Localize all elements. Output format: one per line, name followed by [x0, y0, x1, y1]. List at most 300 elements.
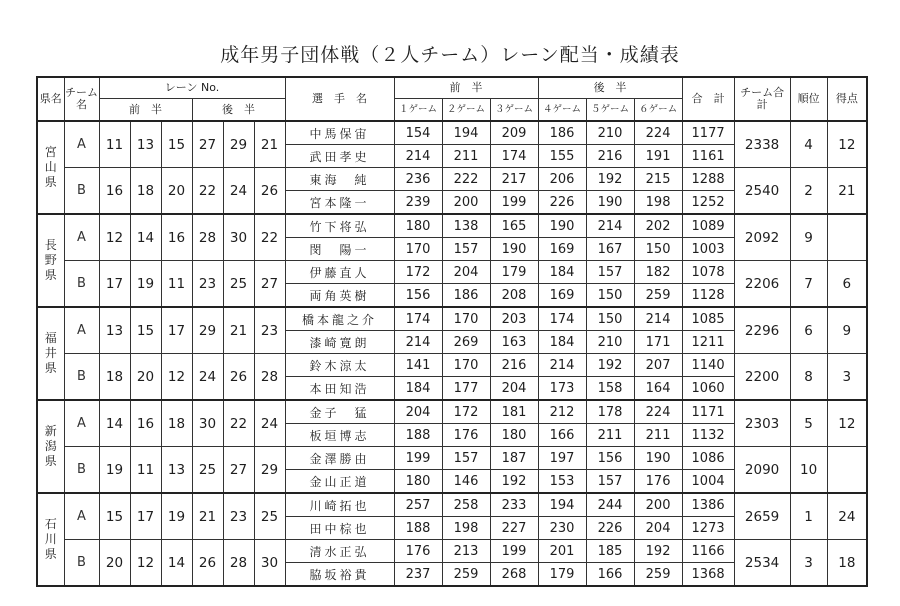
- lane-number: 13: [161, 447, 192, 494]
- game-score: 179: [490, 261, 538, 284]
- lane-number: 27: [192, 121, 223, 168]
- lane-number: 16: [161, 214, 192, 261]
- game-score: 154: [394, 121, 442, 145]
- game-score: 170: [442, 354, 490, 377]
- player-name: 漆崎寛朗: [285, 331, 394, 354]
- player-total: 1211: [682, 331, 734, 354]
- game-score: 199: [490, 540, 538, 563]
- header-game-3: ３ゲーム: [490, 99, 538, 122]
- game-score: 211: [442, 145, 490, 168]
- player-name: 竹下将弘: [285, 214, 394, 238]
- team-rank: 7: [790, 261, 827, 308]
- prefecture-name: [37, 307, 64, 400]
- game-score: 172: [394, 261, 442, 284]
- game-score: 204: [634, 517, 682, 540]
- game-score: 197: [538, 447, 586, 470]
- lane-number: 26: [223, 354, 254, 401]
- game-score: 211: [634, 424, 682, 447]
- lane-number: 24: [192, 354, 223, 401]
- game-score: 158: [586, 377, 634, 401]
- player-name: 中馬保宙: [285, 121, 394, 145]
- game-score: 226: [586, 517, 634, 540]
- lane-number: 17: [130, 493, 161, 540]
- game-score: 215: [634, 168, 682, 191]
- header-game-1: １ゲーム: [394, 99, 442, 122]
- game-score: 141: [394, 354, 442, 377]
- game-score: 198: [442, 517, 490, 540]
- header-game-4: ４ゲーム: [538, 99, 586, 122]
- game-score: 187: [490, 447, 538, 470]
- prefecture-char: 潟: [44, 439, 57, 453]
- game-score: 244: [586, 493, 634, 517]
- lane-number: 26: [192, 540, 223, 587]
- lane-number: 25: [192, 447, 223, 494]
- game-score: 212: [538, 400, 586, 424]
- lane-number: 11: [130, 447, 161, 494]
- player-name: 武田孝史: [285, 145, 394, 168]
- game-score: 214: [586, 214, 634, 238]
- game-score: 155: [538, 145, 586, 168]
- game-score: 178: [586, 400, 634, 424]
- player-total: 1086: [682, 447, 734, 470]
- team-name: B: [64, 354, 99, 401]
- player-total: 1177: [682, 121, 734, 145]
- player-name: 両角英樹: [285, 284, 394, 308]
- game-score: 210: [586, 331, 634, 354]
- game-score: 259: [634, 284, 682, 308]
- game-score: 156: [586, 447, 634, 470]
- prefecture-char: 県: [44, 547, 57, 561]
- game-score: 190: [538, 214, 586, 238]
- player-total: 1140: [682, 354, 734, 377]
- lane-number: 12: [99, 214, 130, 261]
- header-lane-front-half: 前 半: [99, 99, 192, 122]
- game-score: 157: [586, 261, 634, 284]
- table-row: [37, 493, 867, 517]
- team-rank: 6: [790, 307, 827, 354]
- player-total: 1252: [682, 191, 734, 215]
- game-score: 237: [394, 563, 442, 587]
- game-score: 227: [490, 517, 538, 540]
- game-score: 186: [442, 284, 490, 308]
- team-name: A: [64, 400, 99, 447]
- game-score: 157: [442, 447, 490, 470]
- header-lane-no: レーン No.: [99, 77, 285, 99]
- player-total: 1273: [682, 517, 734, 540]
- lane-number: 20: [130, 354, 161, 401]
- player-name: 川崎拓也: [285, 493, 394, 517]
- prefecture-char: 宮: [44, 145, 57, 159]
- lane-number: 22: [192, 168, 223, 215]
- game-score: 199: [490, 191, 538, 215]
- team-total: 2338: [734, 121, 790, 168]
- team-name: B: [64, 261, 99, 308]
- game-score: 203: [490, 307, 538, 331]
- player-name: 伊藤直人: [285, 261, 394, 284]
- lane-number: 23: [223, 493, 254, 540]
- lane-number: 18: [99, 354, 130, 401]
- team-total: 2090: [734, 447, 790, 494]
- game-score: 172: [442, 400, 490, 424]
- game-score: 192: [490, 470, 538, 494]
- game-score: 224: [634, 121, 682, 145]
- player-total: 1161: [682, 145, 734, 168]
- header-game-front-half: 前 半: [394, 77, 538, 99]
- game-score: 138: [442, 214, 490, 238]
- game-score: 217: [490, 168, 538, 191]
- lane-number: 12: [161, 354, 192, 401]
- game-score: 230: [538, 517, 586, 540]
- game-score: 174: [394, 307, 442, 331]
- game-score: 166: [538, 424, 586, 447]
- game-score: 184: [538, 331, 586, 354]
- game-score: 146: [442, 470, 490, 494]
- header-rank: 順位: [790, 77, 827, 121]
- prefecture-name: [37, 121, 64, 214]
- game-score: 208: [490, 284, 538, 308]
- game-score: 207: [634, 354, 682, 377]
- lane-number: 17: [99, 261, 130, 308]
- game-score: 216: [490, 354, 538, 377]
- game-score: 188: [394, 424, 442, 447]
- team-rank: 1: [790, 493, 827, 540]
- prefecture-char: 県: [44, 454, 57, 468]
- game-score: 204: [490, 377, 538, 401]
- game-score: 214: [538, 354, 586, 377]
- team-total: 2540: [734, 168, 790, 215]
- game-score: 192: [586, 168, 634, 191]
- lane-number: 11: [99, 121, 130, 168]
- game-score: 170: [394, 238, 442, 261]
- player-name: 脇坂裕貴: [285, 563, 394, 587]
- player-name: 金澤勝由: [285, 447, 394, 470]
- header-team: チーム名: [64, 77, 99, 121]
- prefecture-char: 山: [44, 160, 57, 174]
- lane-number: 20: [161, 168, 192, 215]
- game-score: 200: [634, 493, 682, 517]
- player-name: 田中棕也: [285, 517, 394, 540]
- lane-number: 13: [99, 307, 130, 354]
- player-total: 1166: [682, 540, 734, 563]
- game-score: 209: [490, 121, 538, 145]
- player-name: 宮本隆一: [285, 191, 394, 215]
- game-score: 185: [586, 540, 634, 563]
- team-rank: 3: [790, 540, 827, 587]
- game-score: 190: [490, 238, 538, 261]
- lane-number: 14: [99, 400, 130, 447]
- prefecture-char: 野: [44, 253, 57, 267]
- lane-number: 21: [192, 493, 223, 540]
- game-score: 177: [442, 377, 490, 401]
- game-score: 224: [634, 400, 682, 424]
- lane-number: 13: [130, 121, 161, 168]
- game-score: 213: [442, 540, 490, 563]
- lane-number: 18: [130, 168, 161, 215]
- lane-number: 30: [192, 400, 223, 447]
- table-row: [37, 354, 867, 377]
- team-points: 12: [827, 400, 867, 447]
- lane-number: 15: [130, 307, 161, 354]
- header-game-6: ６ゲーム: [634, 99, 682, 122]
- game-score: 211: [586, 424, 634, 447]
- team-total: 2206: [734, 261, 790, 308]
- team-rank: 8: [790, 354, 827, 401]
- game-score: 198: [634, 191, 682, 215]
- lane-number: 23: [254, 307, 285, 354]
- player-total: 1368: [682, 563, 734, 587]
- team-rank: 9: [790, 214, 827, 261]
- prefecture-char: 県: [44, 175, 57, 189]
- game-score: 214: [394, 145, 442, 168]
- lane-number: 20: [99, 540, 130, 587]
- game-score: 169: [538, 284, 586, 308]
- game-score: 180: [394, 470, 442, 494]
- lane-number: 29: [192, 307, 223, 354]
- team-total: 2659: [734, 493, 790, 540]
- results-body: [37, 121, 867, 586]
- game-score: 176: [634, 470, 682, 494]
- player-total: 1078: [682, 261, 734, 284]
- player-total: 1386: [682, 493, 734, 517]
- team-rank: 5: [790, 400, 827, 447]
- game-score: 269: [442, 331, 490, 354]
- game-score: 214: [634, 307, 682, 331]
- game-score: 157: [442, 238, 490, 261]
- team-points: 21: [827, 168, 867, 215]
- game-score: 259: [634, 563, 682, 587]
- game-score: 190: [586, 191, 634, 215]
- player-name: 金子 猛: [285, 400, 394, 424]
- game-score: 200: [442, 191, 490, 215]
- lane-number: 24: [223, 168, 254, 215]
- game-score: 167: [586, 238, 634, 261]
- player-name: 橋本龍之介: [285, 307, 394, 331]
- team-name: B: [64, 540, 99, 587]
- player-name: 鈴木涼太: [285, 354, 394, 377]
- game-score: 186: [538, 121, 586, 145]
- game-score: 194: [442, 121, 490, 145]
- lane-number: 19: [161, 493, 192, 540]
- prefecture-char: 長: [44, 238, 57, 252]
- game-score: 199: [394, 447, 442, 470]
- team-name: A: [64, 493, 99, 540]
- prefecture-char: 川: [44, 532, 57, 546]
- lane-number: 26: [254, 168, 285, 215]
- lane-number: 12: [130, 540, 161, 587]
- lane-number: 21: [223, 307, 254, 354]
- game-score: 164: [634, 377, 682, 401]
- game-score: 192: [586, 354, 634, 377]
- header-prefecture: 県名: [37, 77, 64, 121]
- player-name: 板垣博志: [285, 424, 394, 447]
- team-rank: 4: [790, 121, 827, 168]
- game-score: 222: [442, 168, 490, 191]
- team-points: 6: [827, 261, 867, 308]
- team-total: 2200: [734, 354, 790, 401]
- header-points: 得点: [827, 77, 867, 121]
- lane-number: 28: [223, 540, 254, 587]
- lane-number: 19: [130, 261, 161, 308]
- game-score: 166: [586, 563, 634, 587]
- header-game-5: ５ゲーム: [586, 99, 634, 122]
- lane-number: 16: [99, 168, 130, 215]
- game-score: 201: [538, 540, 586, 563]
- lane-number: 15: [99, 493, 130, 540]
- game-score: 181: [490, 400, 538, 424]
- player-total: 1085: [682, 307, 734, 331]
- team-points: 24: [827, 493, 867, 540]
- team-name: A: [64, 214, 99, 261]
- game-score: 190: [634, 447, 682, 470]
- lane-number: 27: [223, 447, 254, 494]
- game-score: 259: [442, 563, 490, 587]
- table-row: [37, 261, 867, 284]
- team-points: 12: [827, 121, 867, 168]
- player-total: 1089: [682, 214, 734, 238]
- game-score: 216: [586, 145, 634, 168]
- game-score: 163: [490, 331, 538, 354]
- team-points: [827, 447, 867, 494]
- team-points: 3: [827, 354, 867, 401]
- prefecture-char: 井: [44, 346, 57, 360]
- page-title: 成年男子団体戦（２人チーム）レーン配当・成績表: [220, 44, 680, 66]
- player-name: 本田知浩: [285, 377, 394, 401]
- game-score: 180: [490, 424, 538, 447]
- team-rank: 10: [790, 447, 827, 494]
- game-score: 214: [394, 331, 442, 354]
- game-score: 202: [634, 214, 682, 238]
- game-score: 150: [586, 307, 634, 331]
- prefecture-char: 県: [44, 268, 57, 282]
- table-row: [37, 400, 867, 424]
- prefecture-char: 新: [44, 424, 57, 438]
- player-total: 1003: [682, 238, 734, 261]
- prefecture-char: 石: [44, 517, 57, 531]
- lane-number: 22: [223, 400, 254, 447]
- game-score: 257: [394, 493, 442, 517]
- table-row: [37, 540, 867, 563]
- team-points: 9: [827, 307, 867, 354]
- team-name: B: [64, 168, 99, 215]
- game-score: 258: [442, 493, 490, 517]
- player-total: 1288: [682, 168, 734, 191]
- lane-number: 27: [254, 261, 285, 308]
- game-score: 157: [586, 470, 634, 494]
- team-total: 2296: [734, 307, 790, 354]
- team-points: [827, 214, 867, 261]
- lane-number: 18: [161, 400, 192, 447]
- lane-number: 29: [254, 447, 285, 494]
- game-score: 206: [538, 168, 586, 191]
- header-player: 選 手 名: [285, 77, 394, 121]
- prefecture-name: [37, 493, 64, 586]
- game-score: 194: [538, 493, 586, 517]
- game-score: 236: [394, 168, 442, 191]
- header-game-2: ２ゲーム: [442, 99, 490, 122]
- game-score: 226: [538, 191, 586, 215]
- lane-number: 29: [223, 121, 254, 168]
- game-score: 204: [442, 261, 490, 284]
- game-score: 150: [586, 284, 634, 308]
- team-name: A: [64, 307, 99, 354]
- team-total: 2303: [734, 400, 790, 447]
- lane-number: 16: [130, 400, 161, 447]
- game-score: 184: [538, 261, 586, 284]
- player-name: 閔 陽一: [285, 238, 394, 261]
- header-team-total: チーム合 計: [734, 77, 790, 121]
- game-score: 180: [394, 214, 442, 238]
- game-score: 204: [394, 400, 442, 424]
- game-score: 233: [490, 493, 538, 517]
- prefecture-name: [37, 400, 64, 493]
- game-score: 170: [442, 307, 490, 331]
- player-total: 1128: [682, 284, 734, 308]
- header-lane-back-half: 後 半: [192, 99, 285, 122]
- lane-number: 15: [161, 121, 192, 168]
- game-score: 153: [538, 470, 586, 494]
- lane-number: 30: [223, 214, 254, 261]
- game-score: 192: [634, 540, 682, 563]
- team-name: A: [64, 121, 99, 168]
- game-score: 210: [586, 121, 634, 145]
- game-score: 169: [538, 238, 586, 261]
- header-total: 合 計: [682, 77, 734, 121]
- player-total: 1171: [682, 400, 734, 424]
- lane-number: 21: [254, 121, 285, 168]
- lane-number: 30: [254, 540, 285, 587]
- lane-number: 14: [161, 540, 192, 587]
- team-rank: 2: [790, 168, 827, 215]
- lane-number: 22: [254, 214, 285, 261]
- table-row: [37, 307, 867, 331]
- lane-number: 28: [192, 214, 223, 261]
- game-score: 191: [634, 145, 682, 168]
- game-score: 174: [490, 145, 538, 168]
- player-total: 1132: [682, 424, 734, 447]
- table-row: [37, 447, 867, 470]
- game-score: 156: [394, 284, 442, 308]
- game-score: 268: [490, 563, 538, 587]
- player-total: 1004: [682, 470, 734, 494]
- results-table: [36, 76, 868, 587]
- lane-number: 24: [254, 400, 285, 447]
- player-total: 1060: [682, 377, 734, 401]
- game-score: 184: [394, 377, 442, 401]
- table-row: [37, 168, 867, 191]
- team-points: 18: [827, 540, 867, 587]
- game-score: 174: [538, 307, 586, 331]
- lane-number: 14: [130, 214, 161, 261]
- game-score: 176: [442, 424, 490, 447]
- game-score: 179: [538, 563, 586, 587]
- team-total: 2534: [734, 540, 790, 587]
- prefecture-char: 県: [44, 361, 57, 375]
- game-score: 173: [538, 377, 586, 401]
- table-row: [37, 214, 867, 238]
- player-name: 東海 純: [285, 168, 394, 191]
- team-name: B: [64, 447, 99, 494]
- lane-number: 25: [254, 493, 285, 540]
- lane-number: 28: [254, 354, 285, 401]
- prefecture-name: [37, 214, 64, 307]
- lane-number: 11: [161, 261, 192, 308]
- game-score: 188: [394, 517, 442, 540]
- player-name: 金山正道: [285, 470, 394, 494]
- game-score: 239: [394, 191, 442, 215]
- lane-number: 23: [192, 261, 223, 308]
- player-name: 清水正弘: [285, 540, 394, 563]
- game-score: 150: [634, 238, 682, 261]
